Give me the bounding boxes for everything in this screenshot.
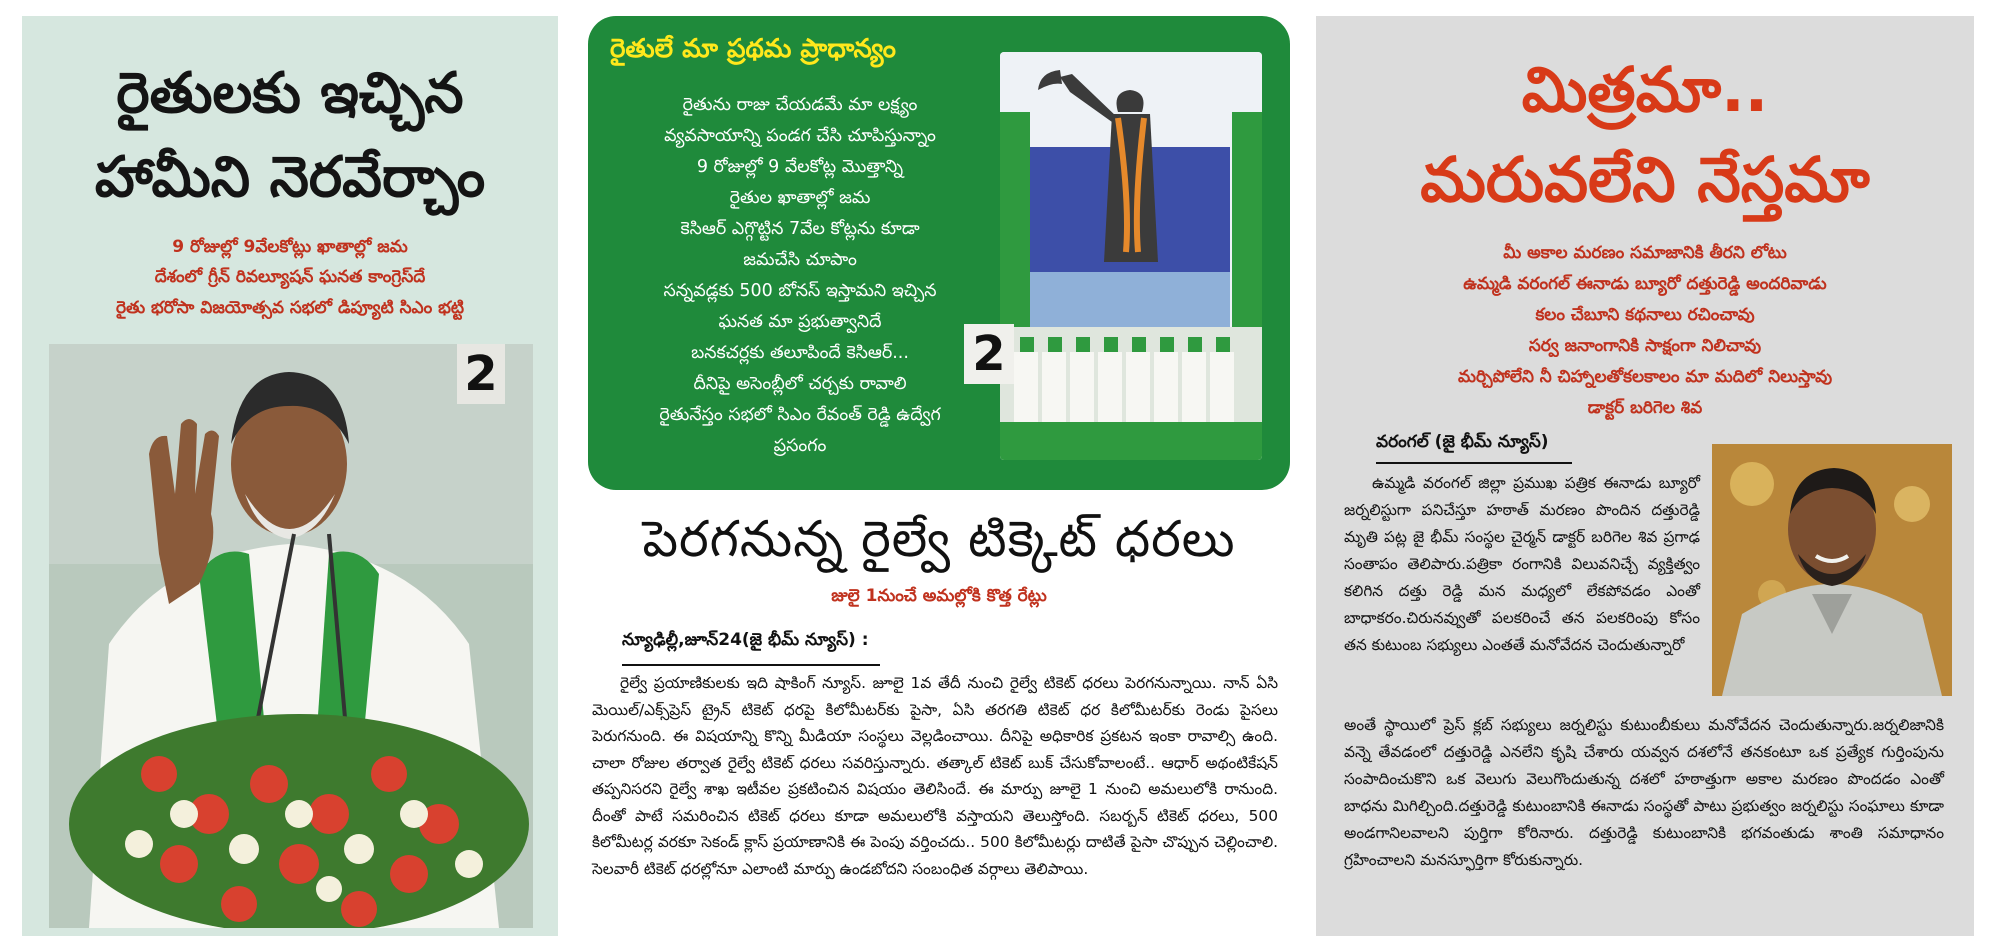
tribute-byline: వరంగల్ (జై భీమ్ న్యూస్): [1376, 432, 1549, 452]
left-subhead-1: 9 రోజుల్లో 9వేలకోట్లు ఖాతాల్లో జమ: [172, 237, 408, 257]
box-line-10: దీనిపై అసెంబ్లీలో చర్చకు రావాలి: [693, 374, 907, 394]
box-line-3: 9 రోజుల్లో 9 వేలకోట్ల మొత్తాన్ని: [696, 157, 904, 177]
box-line-6: జమచేసి చూపాం: [743, 250, 857, 270]
box-line-4: రైతుల ఖాతాల్లో జమ: [729, 188, 871, 208]
box-line-11: రైతునేస్తం సభలో సిఎం రేవంత్ రెడ్డి ఉద్వేగ: [659, 405, 941, 425]
left-subhead-3: రైతు భరోసా విజయోత్సవ సభలో డిప్యూటి సిఎం భట్టి: [115, 298, 465, 318]
tribute-subhead-2: ఉమ్మడి వరంగల్ ఈనాడు బ్యూరో దత్తురెడ్డి అందరివాడు: [1463, 274, 1827, 294]
statue-illustration: [1000, 52, 1262, 460]
tribute-subhead-3: కలం చేబూని కథనాలు రచించావు: [1535, 305, 1755, 325]
box-line-5: కెసిఆర్ ఎగ్గొట్టిన 7వేల కోట్లను కూడా: [680, 219, 920, 239]
railway-fare-headline: పెరగనున్న రైల్వే టిక్కెట్ ధరలు: [642, 510, 1236, 568]
tribute-headline-line-1: మిత్రమా..: [1521, 53, 1769, 126]
farmers-priority-box: [588, 16, 1290, 490]
green-box-title: రైతులే మా ప్రథమ ప్రాధాన్యం: [610, 34, 896, 64]
portrait-illustration: [1712, 444, 1952, 696]
byline-underline: [1376, 462, 1572, 464]
dateline-underline: [622, 664, 880, 666]
page-number-badge: 2: [457, 344, 505, 404]
speaker-illustration: [49, 344, 533, 928]
railway-fare-subhead: జులై 1నుంచే అమల్లోకి కొత్త రేట్లు: [831, 586, 1047, 606]
tribute-subhead-5: మర్చిపోలేని నీ చిహ్నాలతోకలకాలం మా మదిలో నిలుస్తావు: [1457, 367, 1833, 387]
tribute-story-panel: [1316, 16, 1974, 936]
left-story-panel: [22, 16, 558, 936]
tribute-body-bottom: అంతే స్థాయిలో ప్రెస్ క్లబ్ సభ్యులు జర్నలిస్టు కుటుంబీకులు మనోవేదన చెందుతున్నారు.జర్నలిజానికి వన్నె తేవడంలో దత్తురెడ్డి ఎనలేని కృషి చేశారు యవ్వన దశలోనే తనకంటూ ఒక ప్రత్యేక గుర్తింపును సంపాదించుకొని ఒక వెలుగు వెలుగొందుతున్న దశలో హఠాత్తుగా అకాల మరణం పొందడం ఎంతో బాధను మిగిల్చింది.దత్తురెడ్డి కుటుంబానికి ఈనాడు సంస్థతో పాటు ప్రభుత్వం జర్నలిస్టు సంఘాలు కూడా అండగానిలవాలని పుర్తిగా కోరినారు. దత్తురెడ్డి కుటుంబానికి భగవంతుడు శాంతి సమాధానం గ్రహించాలని మనస్ఫూర్తిగా కోరుకున్నారు.: [1344, 716, 1944, 869]
left-headline-line-1: రైతులకు ఇచ్చిన: [116, 61, 464, 126]
tribute-subhead-4: సర్వ జనాంగానికి సాక్షంగా నిలిచావు: [1528, 336, 1762, 356]
tribute-subhead-1: మీ అకాల మరణం సమాజానికి తీరని లోటు: [1503, 243, 1787, 263]
box-line-8: ఘనత మా ప్రభుత్వానిదే: [718, 312, 882, 332]
box-line-12: ప్రసంగం: [773, 436, 827, 456]
page-number-badge: 2: [964, 324, 1014, 384]
tribute-headline-line-2: మరువలేని నేస్తమా: [1420, 143, 1870, 216]
left-subhead-2: దేశంలో గ్రీన్ రివల్యూషన్ ఘనత కాంగ్రెస్‌దే: [154, 267, 426, 287]
tribute-author: డాక్టర్ బరిగెల శివ: [1587, 398, 1703, 418]
dateline: న్యూఢిల్లీ,జూన్24(జై భీమ్ న్యూస్) :: [622, 630, 869, 650]
author-portrait-photo: [1712, 444, 1952, 696]
box-line-7: సన్నవడ్లకు 500 బోనస్ ఇస్తామని ఇచ్చిన: [663, 281, 937, 301]
box-line-1: రైతును రాజు చేయడమే మా లక్ష్యం: [682, 95, 918, 115]
tribute-body-top: ఉమ్మడి వరంగల్ జిల్లా ప్రముఖ పత్రిక ఈనాడు బ్యూరో జర్నలిస్టుగా పనిచేస్తూ హఠాత్ మరణం పొందిన దత్తురెడ్డి మృతి పట్ల జై భీమ్ సంస్థల చైర్మన్ డాక్టర్ బరిగెల శివ ప్రగాఢ సంతాపం తెలిపారు.పత్రికా రంగానికి విలువనిచ్చే వ్యక్తిత్వం కలిగిన దత్తు రెడ్డి మన మధ్యలో లేకపోవడం ఎంతో బాధాకరం.చిరునవ్వుతో పలకరించే తన పలకరింపు కోసం తన కుటుంబ సభ్యులు ఎంతతే మనోవేదన చెందుతున్నారో: [1344, 474, 1700, 654]
statue-stage-photo: [1000, 52, 1262, 460]
box-line-2: వ్యవసాయాన్ని పండగ చేసి చూపిస్తున్నాం: [664, 126, 936, 146]
box-line-9: బనకచర్లకు తలూపిందే కెసిఆర్...: [691, 343, 909, 363]
railway-fare-article-body: రైల్వే ప్రయాణికులకు ఇది షాకింగ్ న్యూస్. జూలై 1వ తేదీ నుంచి రైల్వే టికెట్ ధరలు పెరగనున్నాయి. నాన్ ఏసి మెయిల్/ఎక్స్‌ప్రెస్ ట్రైన్ టికెట్ ధరపై కిలోమీటర్‌కు పైసా, ఏసి తరగతి టికెట్ ధర కిలోమీటర్‌కు రెండు పైసలు పెరుగనుంది. ఈ విషయాన్ని కొన్ని మీడియా సంస్థలు వెల్లడించాయి. దీనిపై అధికారిక ప్రకటన ఇంకా రావాల్సి ఉంది. చాలా రోజుల తర్వాత రైల్వే టికెట్ ధరలు సవరిస్తున్నారు. తత్కాల్ టికెట్ బుక్ చేసుకోవాలంటే.. ఆధార్ అథంటికేషన్ తప్పనిసరని రైల్వే శాఖ ఇటీవల ప్రకటించిన విషయం తెలిసిందే. ఈ మార్పు జూలై 1 నుంచి అమలులోకి రానుంది. దీంతో పాటే సమరించిన టికెట్ ధరలు కూడా అమలులోకి వస్తాయని తెలుస్తోంది. సబర్బన్ టికెట్ ధరలు, 500 కిలోమీటర్ల వరకూ సెకండ్ క్లాస్ ప్రయాణానికి ఈ పెంపు వర్తించదు.. 500 కిలోమీటర్లు దాటితే పైసా చొప్పున చెల్లించాలి. సెలవారీ టికెట్ ధరల్లోనూ ఎలాంటి మార్పు ఉండబోదని సంబంధిత వర్గాలు తెలిపాయి.: [592, 674, 1278, 878]
left-headline-line-2: హామీని నెరవేర్చాం: [94, 145, 486, 210]
deputy-cm-speech-photo: [49, 344, 533, 928]
